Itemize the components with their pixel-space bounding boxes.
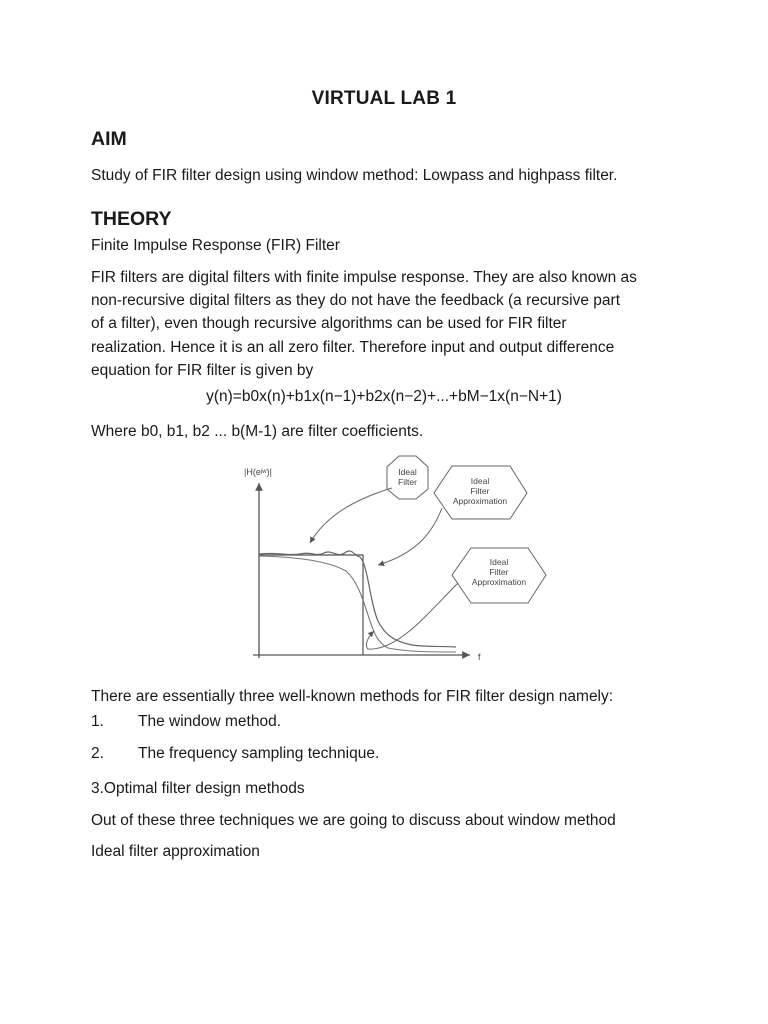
callout-approx-top-line: Approximation [452,496,508,506]
coefficients-text: Where b0, b1, b2 ... b(M-1) are filter coefficients. [91,423,424,440]
ripple-approximation-curve [259,551,456,647]
theory-paragraph [91,266,671,382]
discuss-text: Out of these three techniques we are going to discuss about window method [91,812,616,829]
methods-intro: There are essentially three well-known methods for FIR filter design namely: [91,688,614,705]
callout-approx-top-line: Ideal [470,476,490,486]
list-item [91,745,379,763]
callout-approx-bottom-line: Approximation [471,577,527,587]
y-axis-label: |H(eʲʷ)| [244,467,272,477]
theory-line: realization. Hence it is an all zero filter. Therefore input and output difference [91,338,615,356]
method-three-text: 3.Optimal filter design methods [91,780,305,797]
smooth-approximation-curve [259,556,456,652]
document-title: VIRTUAL LAB 1 [311,88,457,109]
theory-heading: THEORY [91,208,172,230]
theory-subtitle: Finite Impulse Response (FIR) Filter [91,237,340,254]
list-item [91,713,281,731]
callout-approx-bottom-line: Filter [489,567,509,577]
difference-equation: y(n)=b0x(n)+b1x(n−1)+b2x(n−2)+...+bM−1x(n−N+1) [206,388,562,405]
list-item-text: The frequency sampling technique. [138,745,380,762]
list-item-number: 1. [91,713,104,730]
pointer-arrow-approximation-top [378,508,442,565]
callout-ideal-filter-line: Filter [398,477,417,487]
final-text: Ideal filter approximation [91,843,260,860]
callout-approx-top-line: Filter [470,486,490,496]
theory-line: of a filter), even though recursive algorithms can be used for FIR filter [91,315,567,333]
list-item-number: 2. [91,745,104,762]
list-item-text: The window method. [138,713,282,730]
filter-response-figure [228,453,548,668]
callout-ideal-filter-line: Ideal [398,467,417,477]
callout-approx-bottom-line: Ideal [489,557,509,567]
pointer-arrow-approximation-bottom [366,583,458,649]
ideal-filter-response [259,555,363,655]
theory-line: equation for FIR filter is given by [91,361,314,379]
theory-line: non-recursive digital filters as they do not have the feedback (a recursive part [91,292,620,310]
x-axis-label: f [478,652,481,662]
aim-heading: AIM [91,128,127,150]
pointer-arrow-ideal-filter [310,488,392,543]
aim-text: Study of FIR filter design using window method: Lowpass and highpass filter. [91,167,618,184]
theory-line: FIR filters are digital filters with finite impulse response. They are also known as [91,269,637,286]
